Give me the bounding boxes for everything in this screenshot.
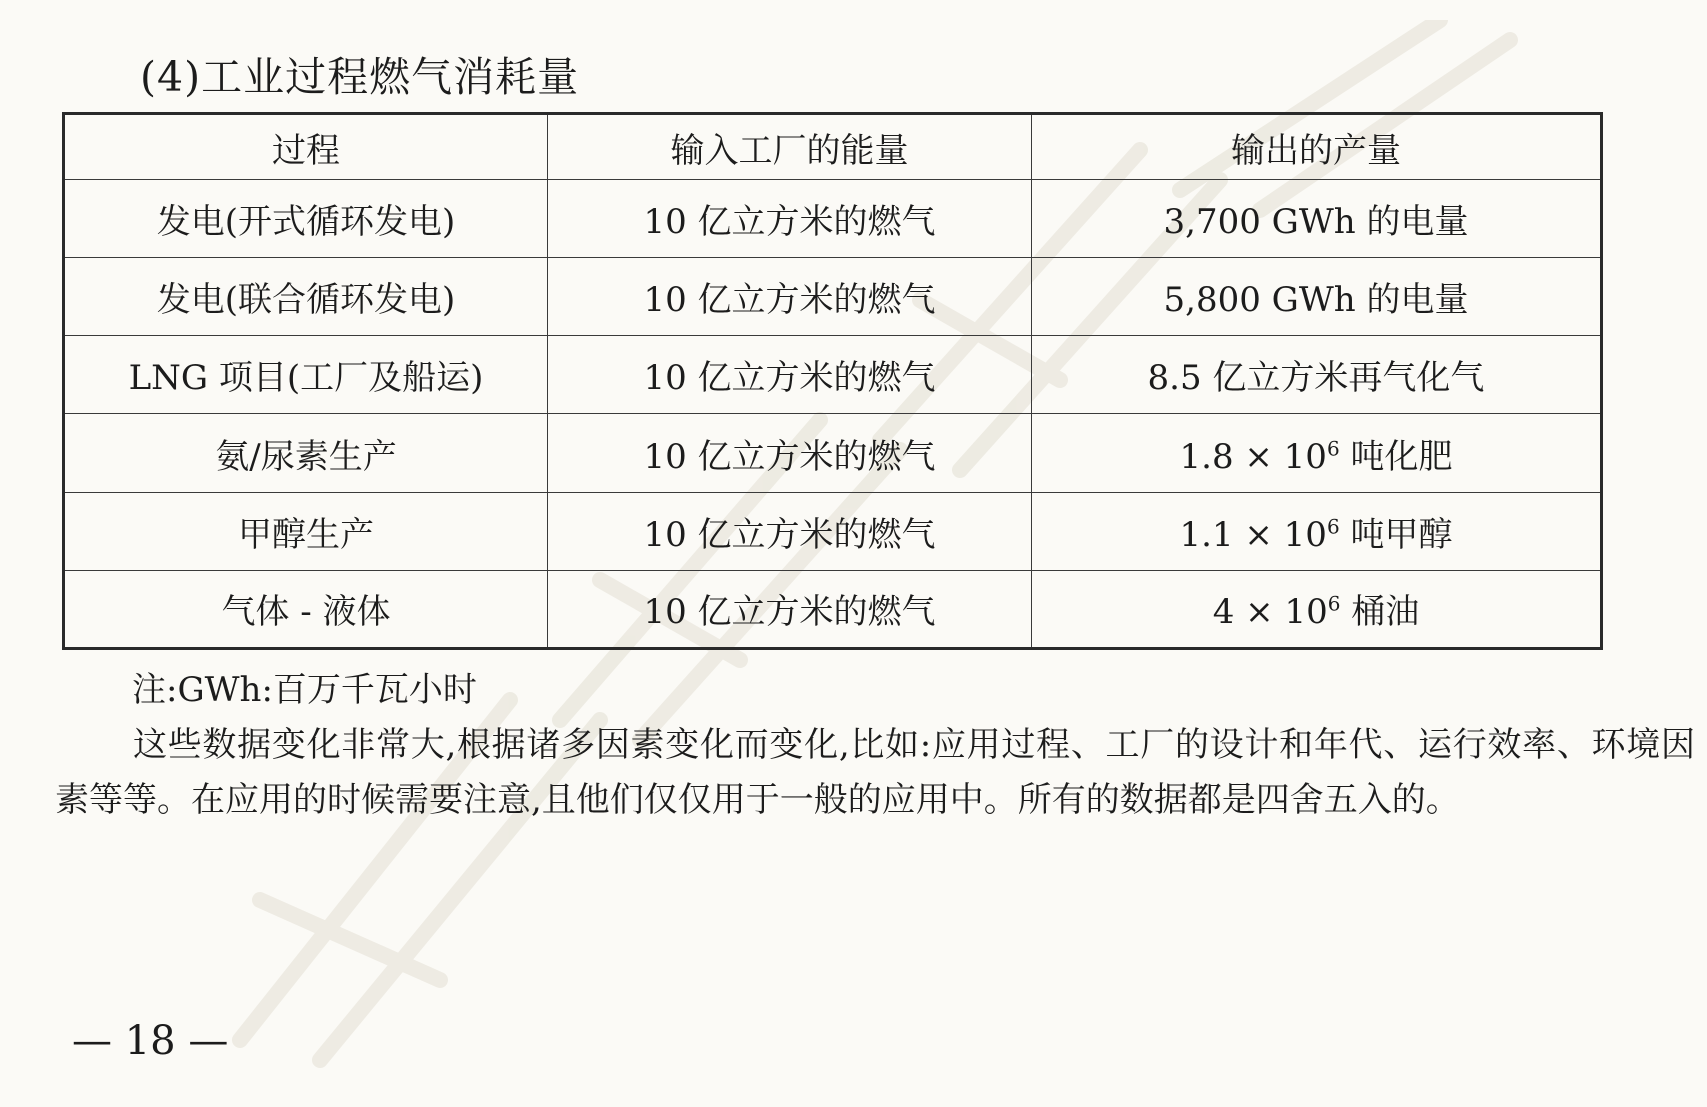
input-cell: 10 亿立方米的燃气 [548, 570, 1032, 648]
process-cell: 发电(开式循环发电) [64, 180, 548, 258]
input-cell: 10 亿立方米的燃气 [548, 414, 1032, 492]
table-row [64, 258, 1602, 336]
output-base: 1.8 × 10 [1179, 436, 1327, 477]
process-cell: 气体 - 液体 [64, 570, 548, 648]
output-base: 1.1 × 10 [1179, 514, 1327, 555]
body-paragraph: 这些数据变化非常大,根据诸多因素变化而变化,比如:应用过程、工厂的设计和年代、运行效率、环境因素等等。在应用的时候需要注意,且他们仅仅用于一般的应用中。所有的数据都是四舍五入的。 [55, 725, 1695, 820]
output-cell: 8.5 亿立方米再气化气 [1032, 336, 1602, 414]
table-row [64, 336, 1602, 414]
table-row [64, 492, 1602, 570]
table-row [64, 414, 1602, 492]
process-cell: 发电(联合循环发电) [64, 258, 548, 336]
input-cell: 10 亿立方米的燃气 [548, 336, 1032, 414]
input-cell: 10 亿立方米的燃气 [548, 180, 1032, 258]
header-output: 输出的产量 [1032, 114, 1602, 180]
output-cell [1032, 570, 1602, 648]
output-exponent: 6 [1326, 436, 1340, 461]
output-cell [1032, 492, 1602, 570]
output-cell [1032, 414, 1602, 492]
table-header-row [64, 114, 1602, 180]
header-input: 输入工厂的能量 [548, 114, 1032, 180]
output-unit: 吨化肥 [1339, 436, 1453, 477]
output-base: 4 × 10 [1212, 592, 1328, 633]
section-title: (4)工业过程燃气消耗量 [140, 53, 580, 101]
output-exponent: 6 [1327, 592, 1341, 617]
process-cell: 甲醇生产 [64, 492, 548, 570]
output-unit: 吨甲醇 [1339, 514, 1453, 555]
output-cell: 3,700 GWh 的电量 [1032, 180, 1602, 258]
table-row [64, 180, 1602, 258]
input-cell: 10 亿立方米的燃气 [548, 492, 1032, 570]
output-unit: 桶油 [1340, 592, 1420, 633]
table-row [64, 570, 1602, 648]
process-cell: LNG 项目(工厂及船运) [64, 336, 548, 414]
header-process: 过程 [64, 114, 548, 180]
output-exponent: 6 [1326, 514, 1340, 539]
output-cell: 5,800 GWh 的电量 [1032, 258, 1602, 336]
input-cell: 10 亿立方米的燃气 [548, 258, 1032, 336]
gas-consumption-table [62, 112, 1603, 650]
page-number: — 18 — [72, 1018, 229, 1064]
process-cell: 氨/尿素生产 [64, 414, 548, 492]
table-note: 注:GWh:百万千瓦小时 [132, 670, 477, 710]
